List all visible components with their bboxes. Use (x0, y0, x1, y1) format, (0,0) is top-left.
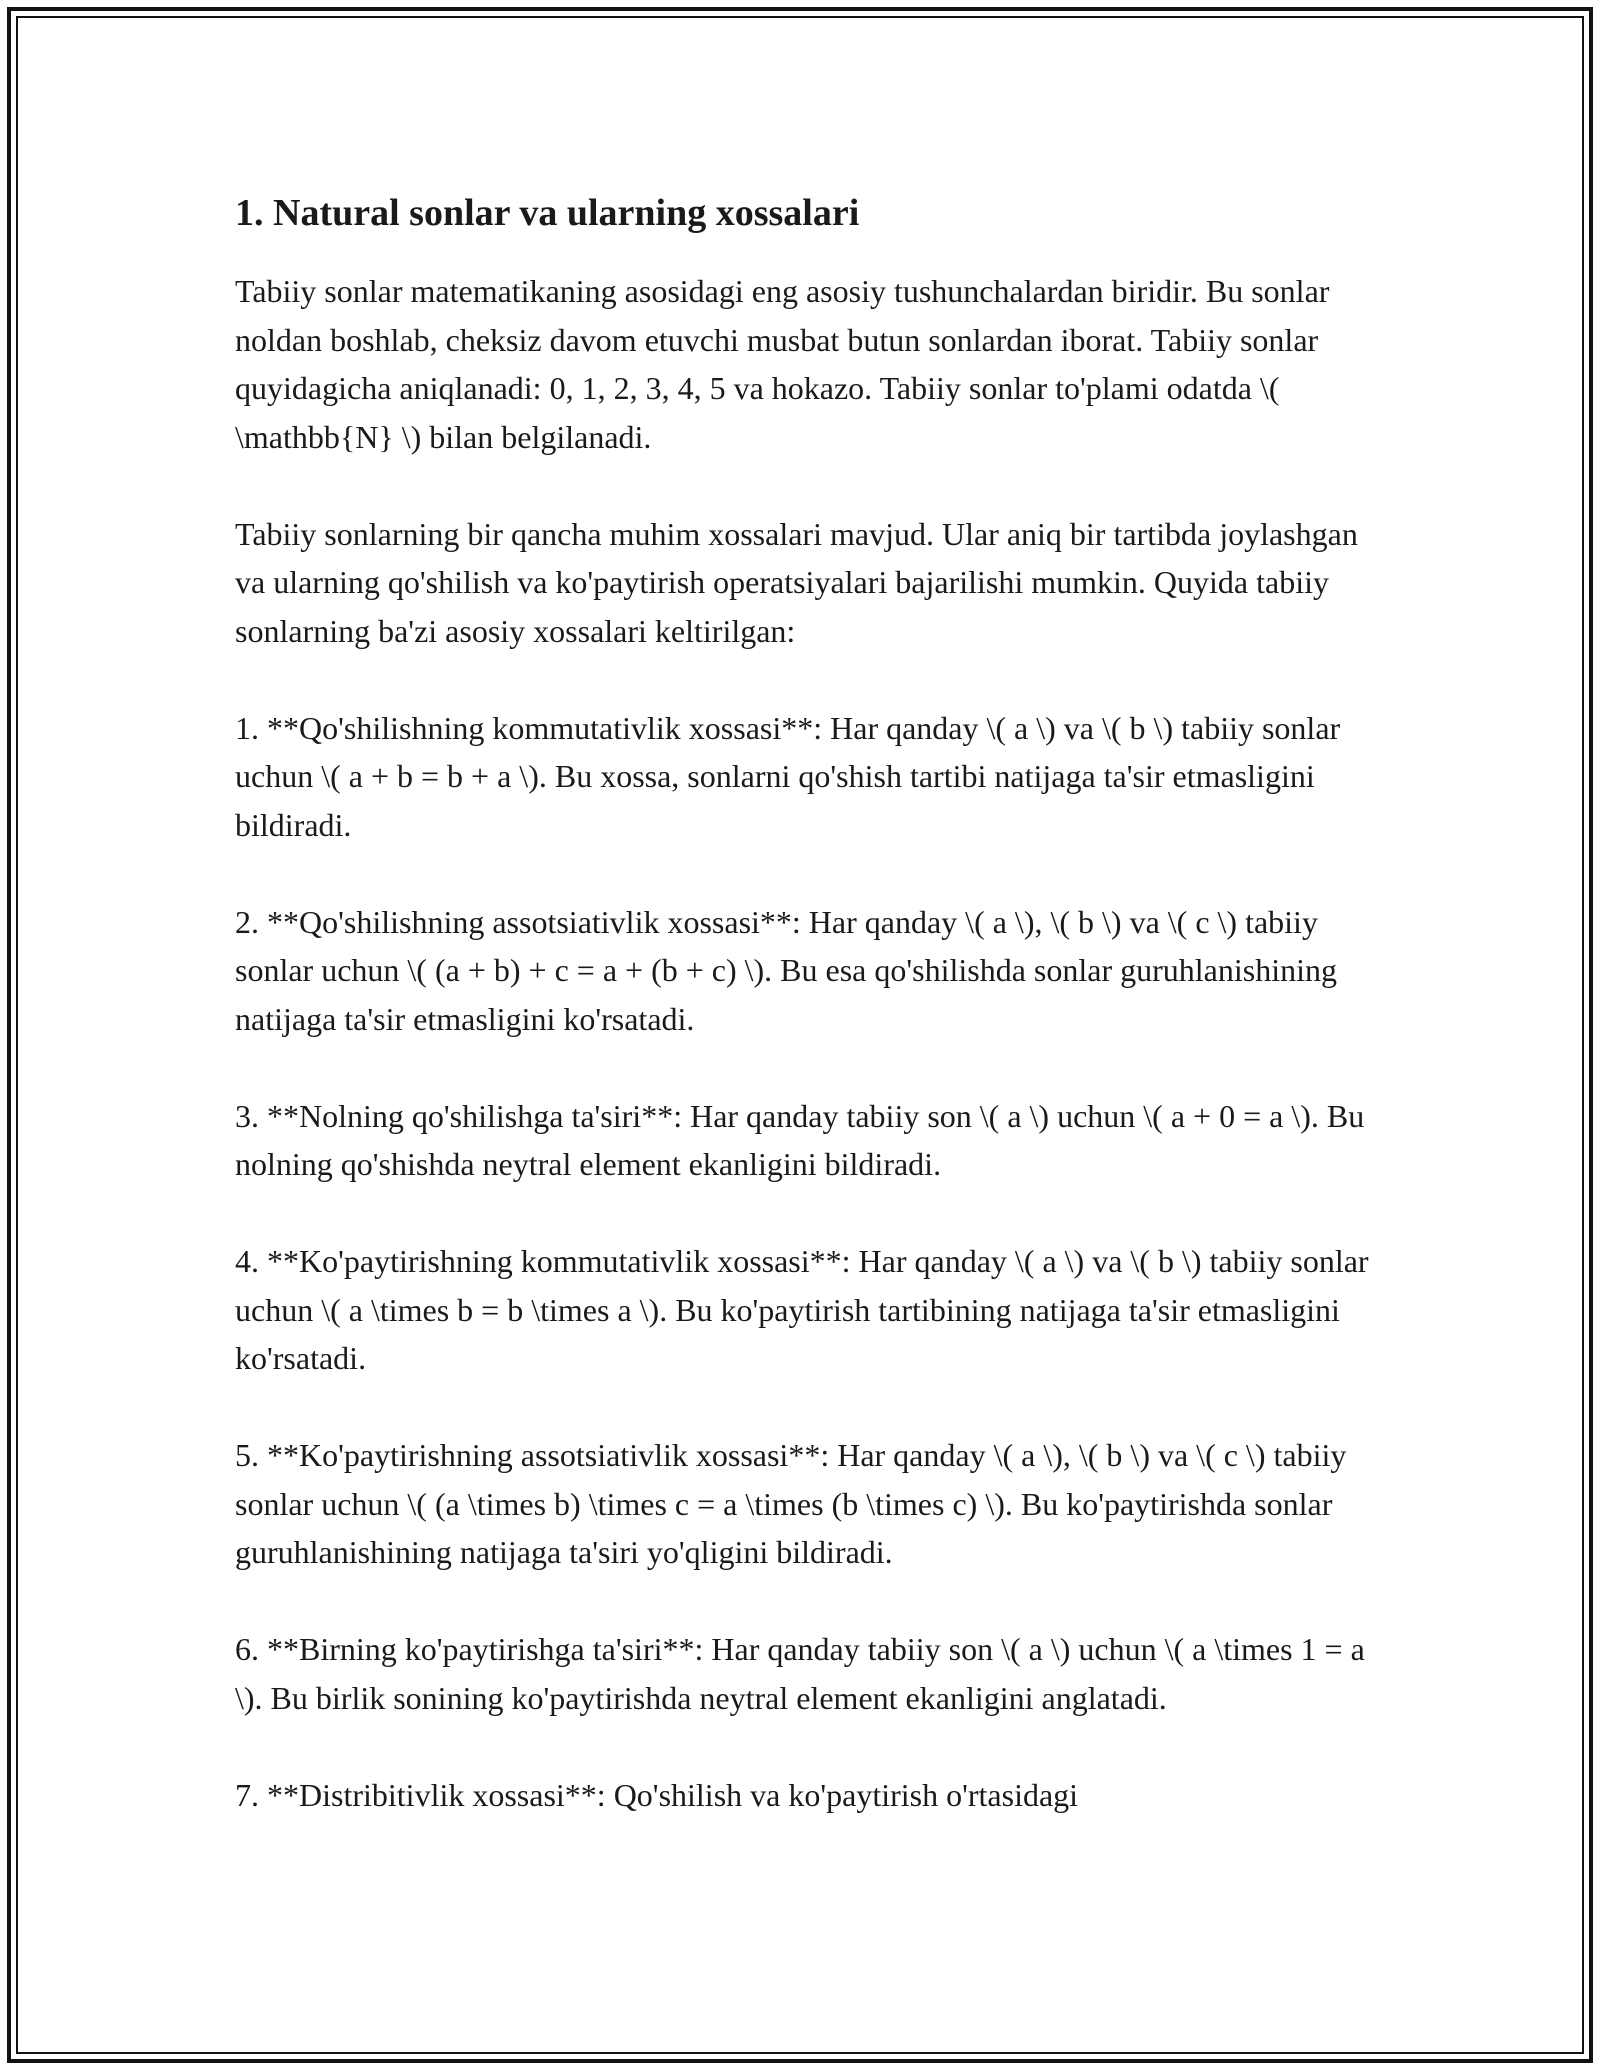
section-title: 1. Natural sonlar va ularning xossalari (235, 192, 860, 234)
paragraph-property-5: 5. **Ko'paytirishning assotsiativlik xossasi**: Har qanday \( a \), \( b \) va \( c \) tabiiy sonlar uchun \( (a \times b) \times c = a \times (b \times c) \). Bu ko'paytirishda sonlar guruhlanishining natijaga ta'siri yo'qligini bildiradi. (235, 1437, 1347, 1570)
paragraph-property-4: 4. **Ko'paytirishning kommutativlik xossasi**: Har qanday \( a \) va \( b \) tabiiy sonlar uchun \( a \times b = b \times a \). Bu ko'paytirish tartibining natijaga ta'sir etmasligini ko'rsatadi. (235, 1243, 1369, 1376)
paragraph-property-2: 2. **Qo'shilishning assotsiativlik xossasi**: Har qanday \( a \), \( b \) va \( c \) tabiiy sonlar uchun \( (a + b) + c = a + (b + c) \). Bu esa qo'shilishda sonlar guruhlanishining natijaga ta'sir etmasligini ko'rsatadi. (235, 903, 1337, 1037)
paragraph-property-6: 6. **Birning ko'paytirishga ta'siri**: Har qanday tabiiy son \( a \) uchun \( a \times 1 = a \). Bu birlik sonining ko'paytirishda neytral element ekanligini anglatadi. (235, 1631, 1365, 1716)
paragraph-properties-intro: Tabiiy sonlarning bir qancha muhim xossalari mavjud. Ular aniq bir tartibda joylashgan va ularning qo'shilish va ko'paytirish operatsiyalari bajarilishi mumkin. Quyida tabiiy sonlarning ba'zi asosiy xossalari keltirilgan: (235, 515, 1358, 649)
paragraph-property-7: 7. **Distribitivlik xossasi**: Qo'shilish va ko'paytirish o'rtasidagi (235, 1776, 1079, 1813)
document-body (235, 185, 1375, 1868)
paragraph-property-3: 3. **Nolning qo'shilishga ta'siri**: Har qanday tabiiy son \( a \) uchun \( a + 0 = a \). Bu nolning qo'shishda neytral element ekanligini bildiradi. (235, 1097, 1365, 1182)
paragraph-intro: Tabiiy sonlar matematikaning asosidagi eng asosiy tushunchalardan biridir. Bu sonlar noldan boshlab, cheksiz davom etuvchi musbat butun sonlardan iborat. Tabiiy sonlar quyidagicha aniqlanadi: 0, 1, 2, 3, 4, 5 va hokazo. Tabiiy sonlar to'plami odatda \( \mathbb{N} \) bilan belgilanadi. (235, 273, 1330, 455)
paragraph-property-1: 1. **Qo'shilishning kommutativlik xossasi**: Har qanday \( a \) va \( b \) tabiiy sonlar uchun \( a + b = b + a \). Bu xossa, sonlarni qo'shish tartibi natijaga ta'sir etmasligini bildiradi. (235, 709, 1341, 843)
